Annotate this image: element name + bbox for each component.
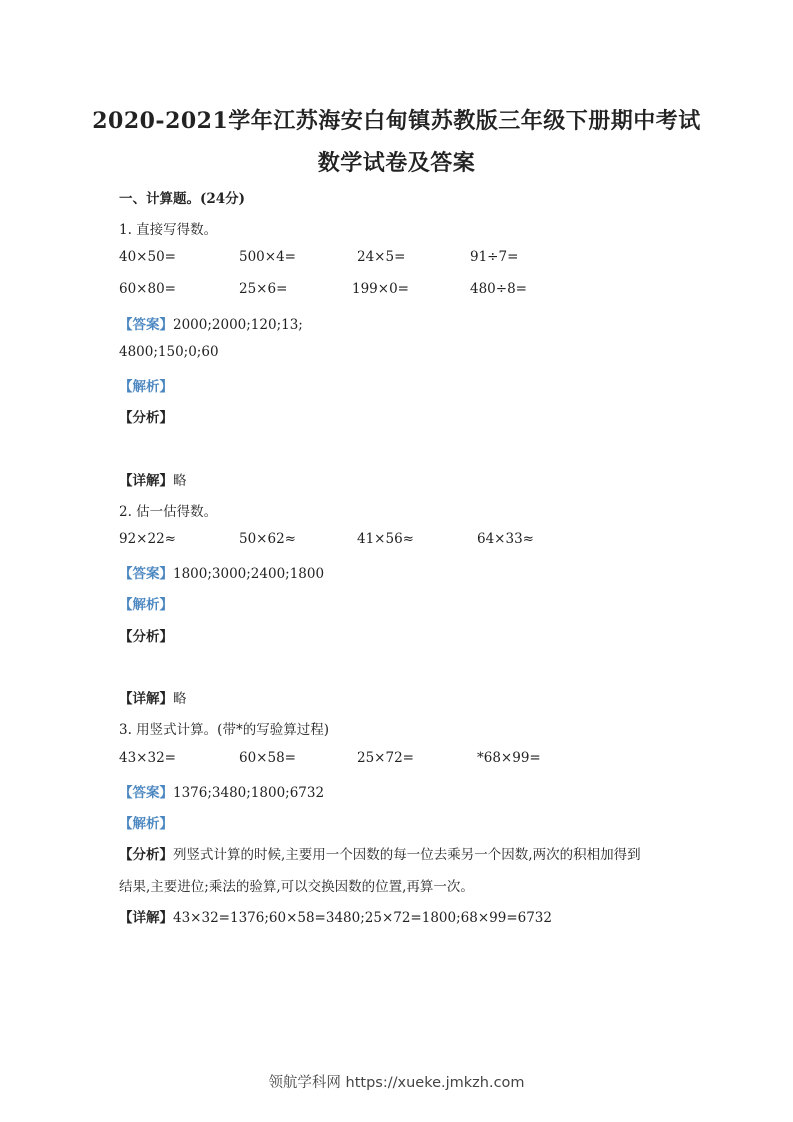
q3-answer bbox=[119, 781, 324, 801]
q1-fenxi bbox=[119, 406, 173, 426]
q2-detail bbox=[119, 687, 187, 707]
jiexi-tag: 【解析】 bbox=[119, 816, 173, 832]
q1-detail bbox=[119, 469, 187, 489]
q3-row1-item: 25×72= bbox=[357, 750, 414, 766]
fenxi-tag: 【分析】 bbox=[119, 847, 173, 863]
q3-analysis-cont: 结果,主要进位;乘法的验算,可以交换因数的位置,再算一次。 bbox=[119, 879, 474, 895]
q2-row1-item: 64×33≈ bbox=[477, 531, 534, 547]
q1-row1-item: 500×4= bbox=[239, 249, 296, 265]
xiangjie-tag: 【详解】 bbox=[119, 910, 173, 926]
q3-fenxi bbox=[119, 843, 641, 863]
answer-tag: 【答案】 bbox=[119, 317, 173, 333]
q1-row2-item: 60×80= bbox=[119, 281, 176, 297]
q2-prompt: 2. 估一估得数。 bbox=[119, 504, 218, 520]
fenxi-tag: 【分析】 bbox=[119, 629, 173, 645]
answer-tag: 【答案】 bbox=[119, 566, 173, 582]
q1-row2-item: 480÷8= bbox=[470, 281, 527, 297]
q2-detail-text: 略 bbox=[173, 691, 187, 707]
q2-row1-item: 92×22≈ bbox=[119, 531, 176, 547]
q1-row1-item: 91÷7= bbox=[470, 249, 519, 265]
q1-jiexi bbox=[119, 375, 173, 395]
xiangjie-tag: 【详解】 bbox=[119, 691, 173, 707]
q2-jiexi bbox=[119, 593, 173, 613]
page-title-line2: 数学试卷及答案 bbox=[317, 150, 476, 176]
q3-prompt: 3. 用竖式计算。(带*的写验算过程) bbox=[119, 722, 329, 738]
q2-fenxi bbox=[119, 625, 173, 645]
xiangjie-tag: 【详解】 bbox=[119, 473, 173, 489]
q3-row1-item: 43×32= bbox=[119, 750, 176, 766]
q1-detail-text: 略 bbox=[173, 473, 187, 489]
q2-answer bbox=[119, 562, 324, 582]
q3-answer-text: 1376;3480;1800;6732 bbox=[173, 785, 325, 801]
q3-jiexi bbox=[119, 812, 173, 832]
answer-tag: 【答案】 bbox=[119, 785, 173, 801]
q1-row1-item: 40×50= bbox=[119, 249, 176, 265]
jiexi-tag: 【解析】 bbox=[119, 379, 173, 395]
page-title-line1: 2020-2021学年江苏海安白甸镇苏教版三年级下册期中考试 bbox=[92, 108, 701, 134]
q1-answer bbox=[119, 313, 303, 333]
q3-analysis-text: 列竖式计算的时候,主要用一个因数的每一位去乘另一个因数,两次的积相加得到 bbox=[173, 847, 641, 863]
q2-row1-item: 41×56≈ bbox=[357, 531, 414, 547]
q3-row1-item: 60×58= bbox=[239, 750, 296, 766]
q1-row2-item: 25×6= bbox=[239, 281, 288, 297]
q3-detail bbox=[119, 906, 552, 926]
q1-answer-text: 2000;2000;120;13; bbox=[173, 317, 303, 333]
q1-answer-cont: 4800;150;0;60 bbox=[119, 344, 219, 360]
q3-detail-text: 43×32=1376;60×58=3480;25×72=1800;68×99=6732 bbox=[173, 910, 552, 926]
q1-row2-item: 199×0= bbox=[352, 281, 409, 297]
fenxi-tag: 【分析】 bbox=[119, 410, 173, 426]
jiexi-tag: 【解析】 bbox=[119, 597, 173, 613]
q2-answer-text: 1800;3000;2400;1800 bbox=[173, 566, 325, 582]
q1-prompt: 1. 直接写得数。 bbox=[119, 222, 218, 238]
section-heading: 一、计算题。(24分) bbox=[119, 191, 246, 207]
q2-row1-item: 50×62≈ bbox=[239, 531, 296, 547]
q1-row1-item: 24×5= bbox=[357, 249, 406, 265]
footer-watermark: 领航学科网 https://xueke.jmkzh.com bbox=[268, 1075, 525, 1091]
q3-row1-item: *68×99= bbox=[477, 750, 541, 766]
